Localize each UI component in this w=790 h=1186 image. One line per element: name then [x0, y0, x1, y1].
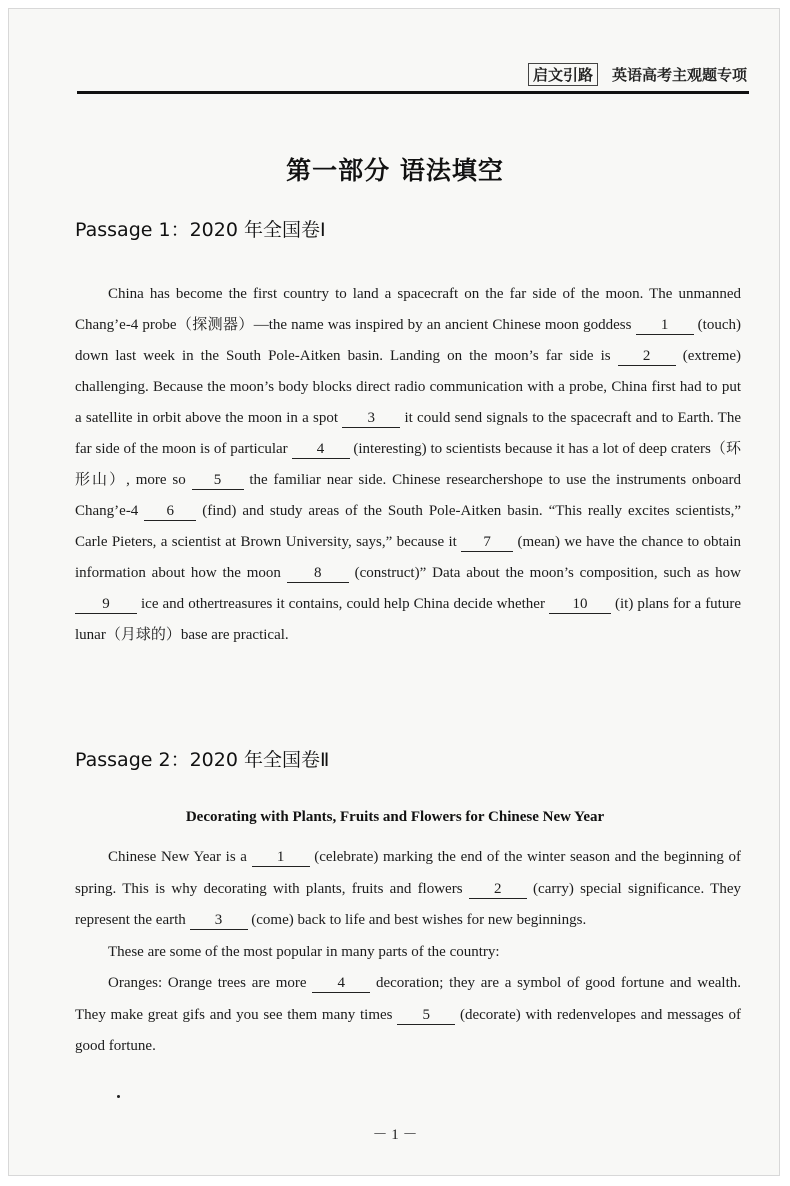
text-run: (touch) down last week in the South Pole-Aitken basin. Landing on the moon’s far side is: [75, 317, 741, 364]
blank-5: 5: [397, 1006, 455, 1025]
text-run: (celebrate) marking the end of the winter season and the beginning of spring. This is why decorating with plants, fruits and flowers: [75, 849, 741, 897]
stray-dot: [117, 1095, 120, 1098]
text-run: decoration; they are a symbol of good fortune and wealth. They make great gifs and you see them many times: [75, 975, 741, 1023]
passage-2-text: [75, 842, 741, 1063]
document-page: [8, 8, 780, 1176]
series-title: 英语高考主观题专项: [611, 66, 747, 84]
section-title: 第一部分 语法填空: [286, 156, 504, 185]
paragraph: [75, 968, 741, 1063]
passage-2-title: Decorating with Plants, Fruits and Flowers for Chinese New Year: [185, 809, 605, 825]
text-run: the familiar near side. Chinese researchershope to use the instruments onboard Chang’e-4: [75, 472, 741, 519]
text-run: (mean) we have the chance to obtain information about how the moon: [75, 534, 741, 581]
paragraph: These are some of the most popular in many parts of the country:: [108, 943, 500, 960]
blank-1: 1: [636, 316, 694, 335]
text-run: Oranges: Orange trees are more: [108, 975, 313, 991]
blank-7: 7: [461, 533, 513, 552]
blank-6: 6: [144, 502, 196, 521]
text-run: it could send signals to the spacecraft and to Earth. The far side of the moon is of particular: [75, 410, 741, 457]
text-run: (it) plans for a future lunar（月球的）base are practical.: [75, 596, 742, 643]
page-number: － 1 －: [372, 1127, 418, 1143]
text-run: Chinese New Year is a: [108, 849, 252, 865]
blank-4: 4: [312, 974, 370, 993]
passage-2-heading: Passage 2：2020 年全国卷Ⅱ: [75, 749, 330, 771]
blank-4: 4: [292, 440, 350, 459]
blank-1: 1: [252, 848, 310, 867]
page-header: [9, 63, 747, 86]
blank-2: 2: [469, 880, 527, 899]
text-run: China has become the first country to land a spacecraft on the far side of the moon. The unmanned Chang’e-4 probe（探测器）—the name was inspired by an ancient Chinese moon goddess: [75, 286, 741, 333]
passage-1-text: [75, 279, 741, 651]
text-run: (interesting) to scientists because it has a lot of deep craters（环形山）, more so: [75, 441, 742, 488]
text-run: (extreme) challenging. Because the moon’s body blocks direct radio communication with a probe, China first had to put a satellite in orbit above the moon in a spot: [75, 348, 742, 426]
blank-8: 8: [287, 564, 349, 583]
text-run: (carry) special significance. They represent the earth: [75, 880, 741, 928]
blank-3: 3: [190, 911, 248, 930]
paragraph: [75, 842, 741, 937]
text-run: (come) back to life and best wishes for new beginnings.: [247, 912, 587, 928]
blank-10: 10: [549, 595, 611, 614]
text-run: ice and othertreasures it contains, could help China decide whether: [137, 596, 549, 612]
header-rule: [77, 91, 749, 94]
blank-2: 2: [618, 347, 676, 366]
passage-1-heading: Passage 1：2020 年全国卷Ⅰ: [75, 219, 326, 241]
text-run: (find) and study areas of the South Pole-Aitken basin. “This really excites scientists,” Carle Pieters, a scientist at Brown University, says,” because it: [75, 503, 742, 550]
text-run: (decorate) with redenvelopes and messages of good fortune.: [75, 1006, 741, 1054]
text-run: (construct)” Data about the moon’s composition, such as how: [348, 565, 741, 581]
blank-9: 9: [75, 595, 137, 614]
blank-5: 5: [192, 471, 244, 490]
blank-3: 3: [342, 409, 400, 428]
brand-label: 启文引路: [528, 63, 598, 86]
